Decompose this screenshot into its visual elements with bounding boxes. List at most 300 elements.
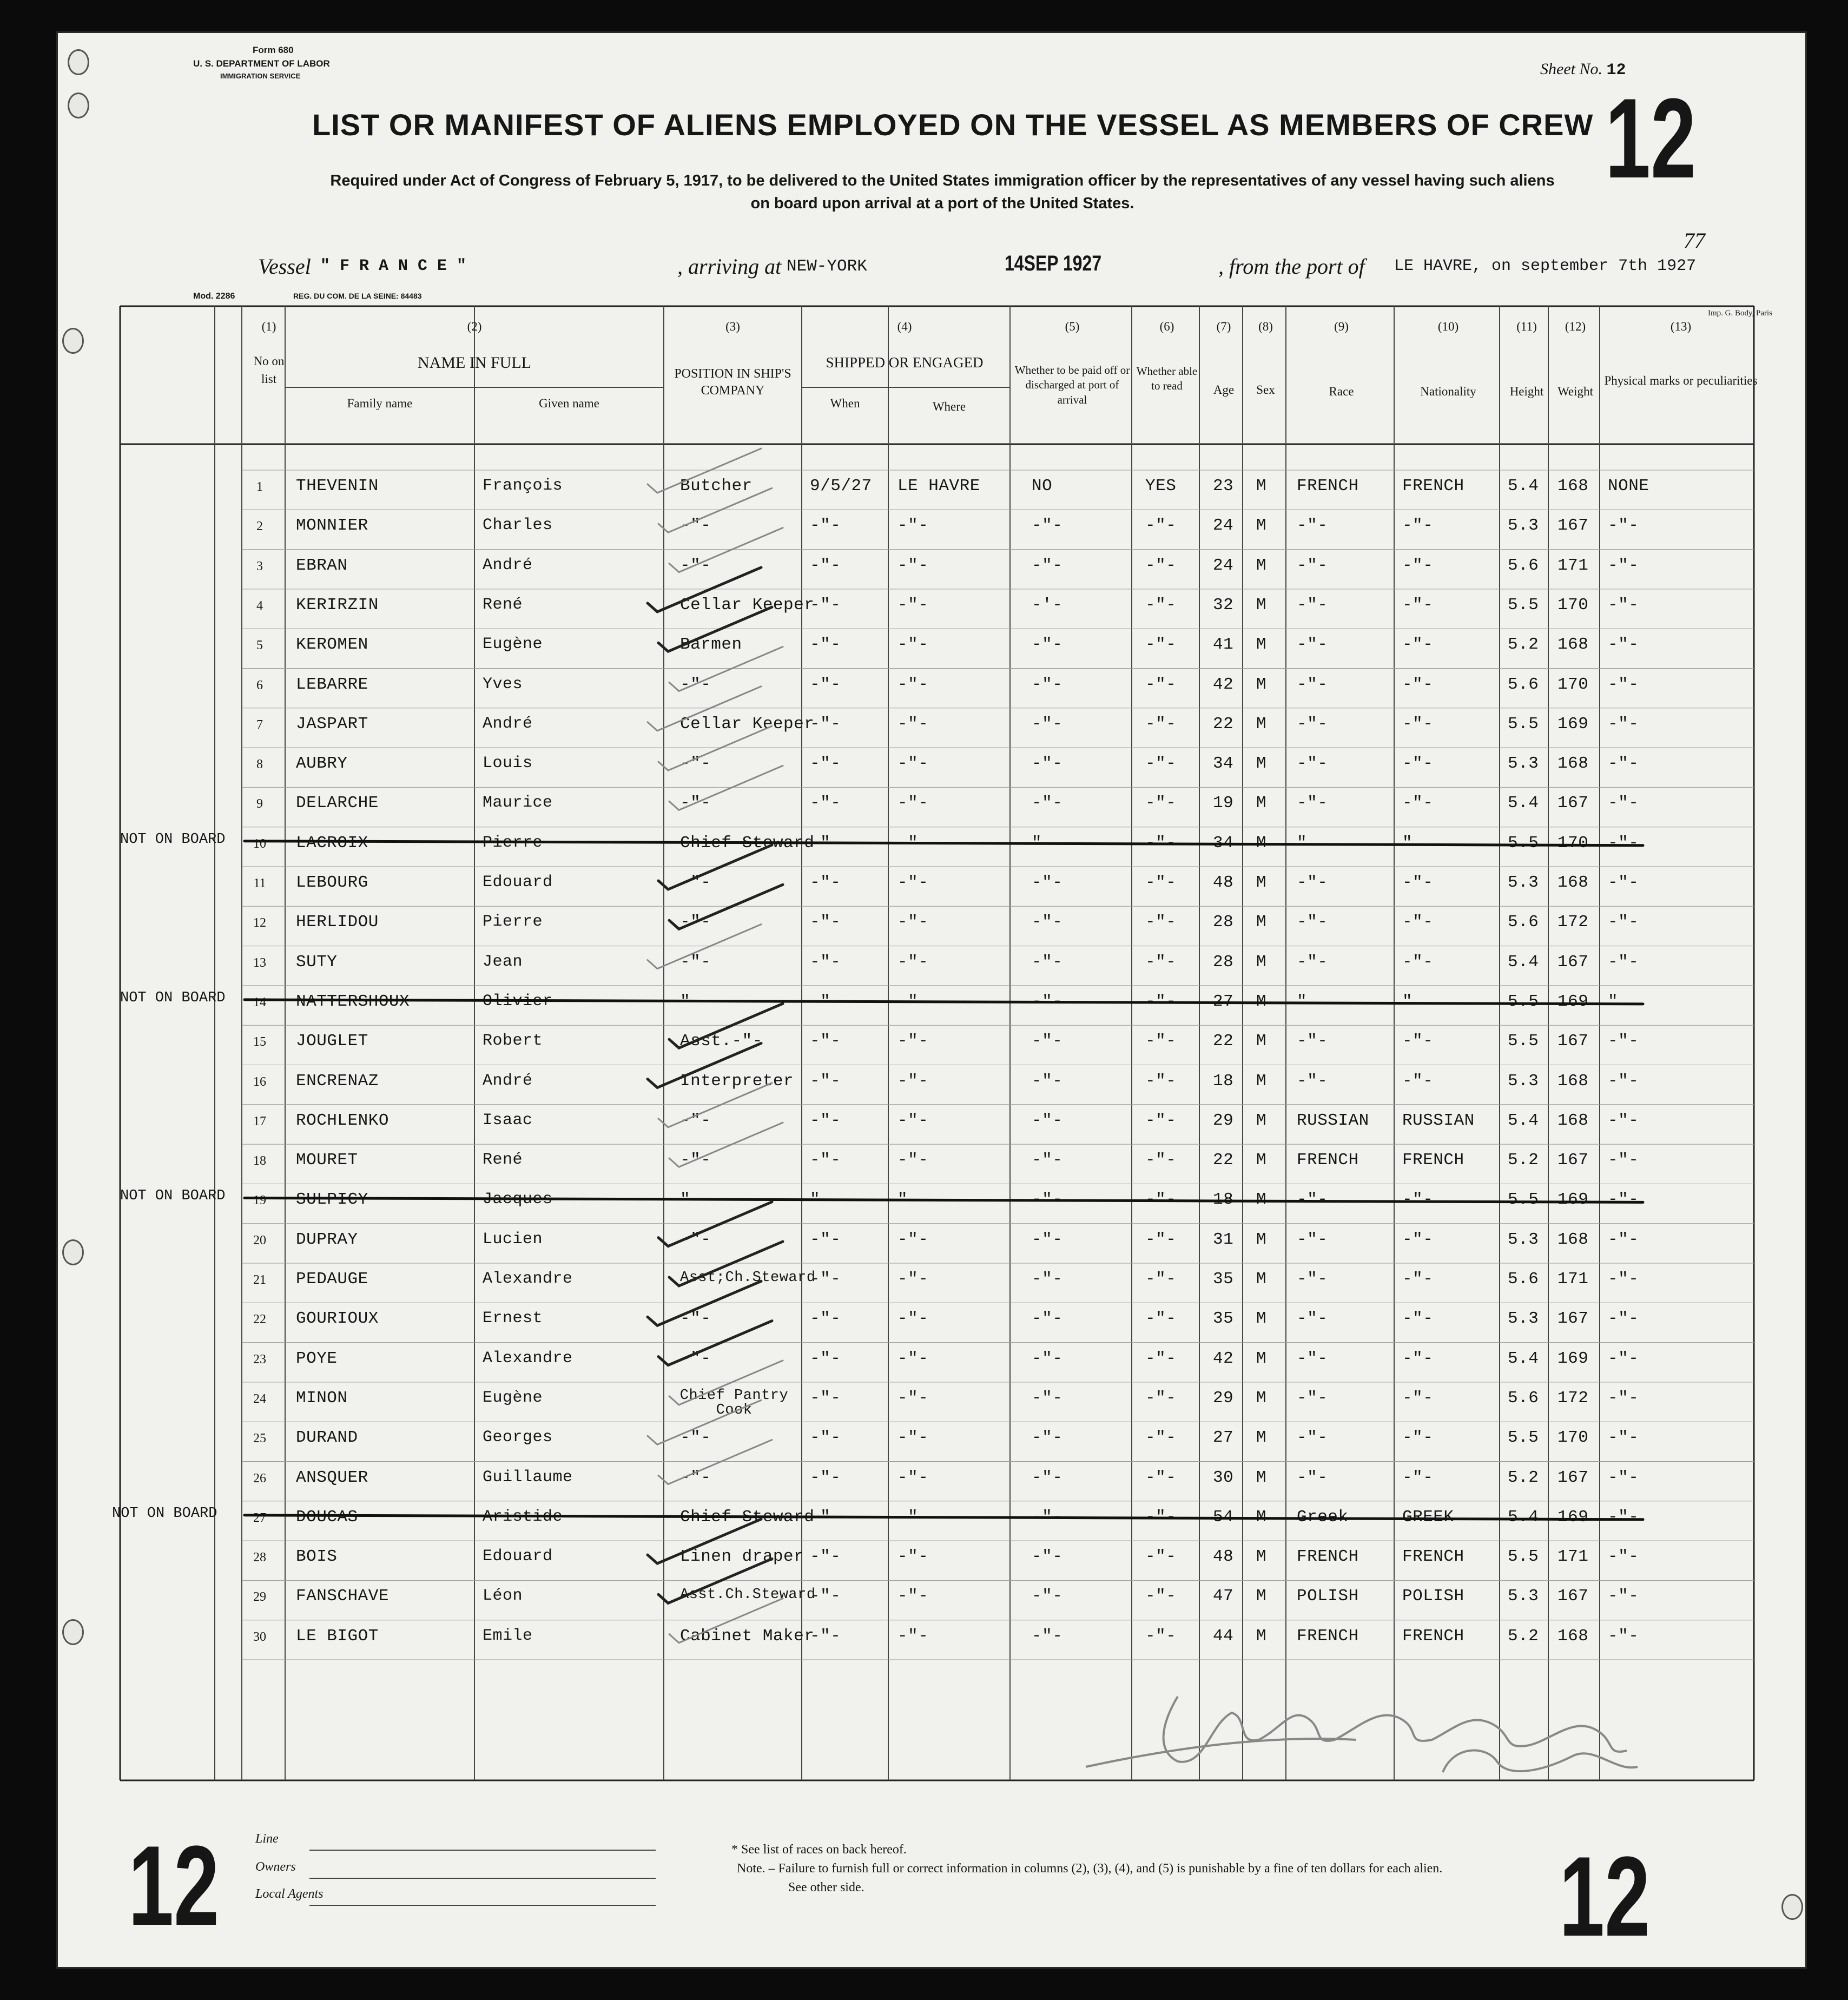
row-number: 30 xyxy=(253,1629,266,1644)
cell-given: François xyxy=(483,477,563,495)
cell-family: LE BIGOT xyxy=(296,1626,379,1646)
row-number: 29 xyxy=(253,1590,266,1605)
cell-when: 9/5/27 xyxy=(810,477,872,496)
cell-read: -"- xyxy=(1145,952,1177,972)
registry-number: REG. DU COM. DE LA SEINE: 84483 xyxy=(293,292,422,300)
col-3-number: (3) xyxy=(725,320,740,333)
col-1-number: (1) xyxy=(261,320,276,333)
row-number: 27 xyxy=(253,1510,266,1525)
cell-sex: M xyxy=(1256,952,1267,972)
cell-given: Alexandre xyxy=(483,1270,573,1288)
cell-read: -"- xyxy=(1145,754,1177,774)
cell-given: Alexandre xyxy=(483,1349,573,1368)
cell-height: 5.6 xyxy=(1508,556,1539,575)
cell-family: MINON xyxy=(296,1388,348,1408)
cell-position: Asst.Ch.Steward xyxy=(680,1587,816,1603)
cell-position: -"- xyxy=(680,1428,711,1448)
sheet-stamp-bottom-left: 12 xyxy=(128,1822,220,1949)
cell-marks: -"- xyxy=(1608,595,1639,615)
check-mark xyxy=(648,925,761,969)
cell-paid: -"- xyxy=(1032,1111,1063,1130)
col-10-label: Nationality xyxy=(1420,385,1476,398)
col-2-label: NAME IN FULL xyxy=(418,354,531,372)
cell-paid: -"- xyxy=(1032,1151,1063,1170)
cell-given: René xyxy=(483,595,523,614)
cell-age: 19 xyxy=(1213,794,1234,813)
cell-paid: NO xyxy=(1032,477,1053,496)
cell-family: ENCRENAZ xyxy=(296,1071,379,1091)
sheet-stamp-bottom-right: 12 xyxy=(1559,1833,1651,1960)
cell-marks: -"- xyxy=(1608,1388,1639,1408)
cell-weight: 168 xyxy=(1557,754,1589,774)
cell-nat: -"- xyxy=(1402,1388,1434,1408)
from-port-label: , from the port of xyxy=(1218,254,1365,279)
strike-through-line xyxy=(245,1000,1643,1004)
cell-paid: -"- xyxy=(1032,516,1063,536)
cell-paid: -"- xyxy=(1032,714,1063,734)
footer-line-label: Line xyxy=(255,1832,279,1846)
cell-where: -"- xyxy=(897,1547,929,1567)
cell-nat: -"- xyxy=(1402,754,1434,774)
cell-given: André xyxy=(483,714,533,733)
cell-sex: M xyxy=(1256,1547,1267,1567)
cell-age: 54 xyxy=(1213,1507,1234,1527)
cell-nat: -"- xyxy=(1402,595,1434,615)
cell-weight: 167 xyxy=(1557,952,1589,972)
footer-owners-rule xyxy=(309,1878,656,1879)
cell-nat: -"- xyxy=(1402,952,1434,972)
check-mark xyxy=(669,528,783,572)
cell-where: -"- xyxy=(897,675,929,694)
cell-race: FRENCH xyxy=(1297,1547,1359,1567)
cell-paid: -"- xyxy=(1032,1428,1063,1448)
cell-race: -"- xyxy=(1297,952,1328,972)
inspector-signature xyxy=(1053,1664,1702,1788)
cell-height: 5.5 xyxy=(1508,714,1539,734)
arrival-port: NEW-YORK xyxy=(787,257,867,276)
cell-position: Barmen xyxy=(680,635,742,655)
cell-nat: POLISH xyxy=(1402,1587,1464,1606)
cell-position: -"- xyxy=(680,1111,711,1130)
cell-when: -"- xyxy=(810,1270,841,1289)
cell-family: AUBRY xyxy=(296,754,348,774)
cell-sex: M xyxy=(1256,1230,1267,1249)
col-9-number: (9) xyxy=(1334,320,1349,333)
cell-given: Jean xyxy=(483,952,523,971)
cell-read: -"- xyxy=(1145,675,1177,694)
cell-when: -"- xyxy=(810,556,841,575)
cell-weight: 168 xyxy=(1557,873,1589,892)
cell-family: THEVENIN xyxy=(296,477,379,496)
cell-where: -"- xyxy=(897,1349,929,1368)
manifest-title: LIST OR MANIFEST OF ALIENS EMPLOYED ON THE VESSEL AS MEMBERS OF CREW xyxy=(312,108,1594,142)
cell-family: LACROIX xyxy=(296,833,368,853)
col-5-label: Whether to be paid off or discharged at port of arrival xyxy=(1014,364,1130,406)
cell-marks: -"- xyxy=(1608,675,1639,694)
cell-race: -"- xyxy=(1297,1190,1328,1210)
cell-when: -"- xyxy=(810,1507,841,1527)
cell-height: 5.3 xyxy=(1508,1587,1539,1606)
cell-read: -"- xyxy=(1145,714,1177,734)
check-mark xyxy=(658,607,772,651)
cell-nat: -"- xyxy=(1402,873,1434,892)
cell-sex: M xyxy=(1256,1587,1267,1606)
cell-where: -"- xyxy=(897,1309,929,1329)
row-number: 5 xyxy=(256,638,263,653)
cell-sex: M xyxy=(1256,556,1267,575)
cell-nat: -"- xyxy=(1402,1349,1434,1368)
cell-age: 30 xyxy=(1213,1468,1234,1487)
cell-height: 5.2 xyxy=(1508,1626,1539,1646)
cell-weight: 167 xyxy=(1557,1309,1589,1329)
vessel-label: Vessel xyxy=(258,254,311,279)
row-number: 21 xyxy=(253,1273,266,1287)
cell-weight: 167 xyxy=(1557,516,1589,536)
cell-marks: -"- xyxy=(1608,794,1639,813)
cell-when: -"- xyxy=(810,1032,841,1051)
cell-read: -"- xyxy=(1145,833,1177,853)
cell-age: 42 xyxy=(1213,675,1234,694)
row-number: 26 xyxy=(253,1471,266,1486)
check-mark xyxy=(648,567,761,612)
strike-through-line xyxy=(245,1515,1643,1520)
cell-height: 5.3 xyxy=(1508,754,1539,774)
row-number: 12 xyxy=(253,916,266,930)
cell-position: -"- xyxy=(680,675,711,694)
cell-read: -"- xyxy=(1145,1190,1177,1210)
cell-given: Georges xyxy=(483,1428,553,1447)
col-10-number: (10) xyxy=(1437,320,1459,333)
cell-race: " xyxy=(1297,833,1308,853)
footer-owners-label: Owners xyxy=(255,1860,296,1874)
cell-age: 22 xyxy=(1213,1032,1234,1051)
col-7-number: (7) xyxy=(1216,320,1231,333)
cell-when: -"- xyxy=(810,1468,841,1487)
requirement-line-1: Required under Act of Congress of February 5, 1917, to be delivered to the United States immigration officer by the representatives of any vessel having such aliens xyxy=(330,172,1555,189)
cell-race: RUSSIAN xyxy=(1297,1111,1369,1130)
cell-weight: 167 xyxy=(1557,1151,1589,1170)
form-number: Form 680 xyxy=(253,45,294,55)
cell-read: -"- xyxy=(1145,794,1177,813)
cell-when: -"- xyxy=(810,1349,841,1368)
col-8-label: Sex xyxy=(1256,383,1275,397)
cell-race: -"- xyxy=(1297,595,1328,615)
col-12-label: Weight xyxy=(1557,385,1593,398)
col-2-given-label: Given name xyxy=(539,397,599,410)
col-11-label: Height xyxy=(1509,385,1544,398)
cell-nat: -"- xyxy=(1402,1270,1434,1289)
cell-paid: -"- xyxy=(1032,1190,1063,1210)
cell-race: " xyxy=(1297,992,1308,1011)
cell-paid: -"- xyxy=(1032,1587,1063,1606)
cell-where: -"- xyxy=(897,1111,929,1130)
cell-age: 34 xyxy=(1213,833,1234,853)
cell-sex: M xyxy=(1256,635,1267,655)
cell-race: Greek xyxy=(1297,1507,1349,1527)
cell-position: " xyxy=(680,992,691,1011)
cell-marks: -"- xyxy=(1608,1111,1639,1130)
cell-position: Interpreter xyxy=(680,1071,794,1091)
cell-position: -"- xyxy=(680,794,711,813)
cell-read: -"- xyxy=(1145,1547,1177,1567)
cell-weight: 167 xyxy=(1557,794,1589,813)
cell-age: 22 xyxy=(1213,1151,1234,1170)
cell-given: Robert xyxy=(483,1032,543,1051)
cell-where: -"- xyxy=(897,635,929,655)
cell-given: René xyxy=(483,1151,523,1170)
cell-paid: -"- xyxy=(1032,1230,1063,1249)
cell-paid: -"- xyxy=(1032,873,1063,892)
cell-weight: 172 xyxy=(1557,1388,1589,1408)
cell-sex: M xyxy=(1256,1626,1267,1646)
cell-read: -"- xyxy=(1145,556,1177,575)
cell-age: 27 xyxy=(1213,1428,1234,1448)
vessel-name: " F R A N C E " xyxy=(320,257,467,275)
cell-given: Olivier xyxy=(483,992,553,1011)
cell-when: -"- xyxy=(810,794,841,813)
row-number: 16 xyxy=(253,1074,266,1089)
cell-race: -"- xyxy=(1297,1428,1328,1448)
cell-race: POLISH xyxy=(1297,1587,1359,1606)
cell-where: -"- xyxy=(897,1388,929,1408)
check-mark xyxy=(648,1281,761,1325)
cell-marks: -"- xyxy=(1608,1626,1639,1646)
cell-weight: 172 xyxy=(1557,913,1589,932)
row-number: 4 xyxy=(256,598,263,613)
check-mark xyxy=(669,1004,783,1048)
cell-paid: -"- xyxy=(1032,1547,1063,1567)
cell-paid: -'- xyxy=(1032,595,1063,615)
cell-where: -"- xyxy=(897,595,929,615)
cell-height: 5.4 xyxy=(1508,1111,1539,1130)
cell-marks: -"- xyxy=(1608,913,1639,932)
cell-nat: -"- xyxy=(1402,675,1434,694)
cell-read: -"- xyxy=(1145,992,1177,1011)
cell-where: -"- xyxy=(897,794,929,813)
cell-age: 32 xyxy=(1213,595,1234,615)
cell-sex: M xyxy=(1256,675,1267,694)
cell-age: 23 xyxy=(1213,477,1234,496)
cell-weight: 168 xyxy=(1557,635,1589,655)
mod-number: Mod. 2286 xyxy=(193,292,235,301)
arrival-date-stamp: 14SEP 1927 xyxy=(1005,252,1102,275)
col-1-label: No on list xyxy=(253,354,285,386)
cell-age: 24 xyxy=(1213,516,1234,536)
cell-paid: -"- xyxy=(1032,992,1063,1011)
cell-race: -"- xyxy=(1297,873,1328,892)
cell-family: POYE xyxy=(296,1349,338,1368)
cell-where: -"- xyxy=(897,754,929,774)
cell-weight: 171 xyxy=(1557,1547,1589,1567)
not-on-board-note: NOT ON BOARD xyxy=(120,989,226,1006)
cell-marks: -"- xyxy=(1608,1468,1639,1487)
cell-sex: M xyxy=(1256,1507,1267,1527)
cell-nat: -"- xyxy=(1402,794,1434,813)
cell-age: 34 xyxy=(1213,754,1234,774)
cell-given: Eugène xyxy=(483,635,543,654)
cell-weight: 167 xyxy=(1557,1468,1589,1487)
check-mark xyxy=(669,885,783,929)
cell-weight: 170 xyxy=(1557,675,1589,694)
cell-height: 5.3 xyxy=(1508,1230,1539,1249)
cell-family: DURAND xyxy=(296,1428,358,1448)
cell-weight: 171 xyxy=(1557,1270,1589,1289)
cell-age: 22 xyxy=(1213,714,1234,734)
cell-sex: M xyxy=(1256,754,1267,774)
col-2-family-label: Family name xyxy=(347,397,413,410)
cell-age: 28 xyxy=(1213,913,1234,932)
cell-age: 44 xyxy=(1213,1626,1234,1646)
cell-sex: M xyxy=(1256,1270,1267,1289)
cell-marks: -"- xyxy=(1608,1032,1639,1051)
cell-when: -"- xyxy=(810,754,841,774)
cell-weight: 168 xyxy=(1557,1230,1589,1249)
cell-position: -"- xyxy=(680,516,711,536)
cell-weight: 167 xyxy=(1557,1587,1589,1606)
cell-marks: -"- xyxy=(1608,754,1639,774)
cell-race: -"- xyxy=(1297,516,1328,536)
cell-position: -"- xyxy=(680,1468,711,1487)
cell-weight: 169 xyxy=(1557,1190,1589,1210)
cell-read: -"- xyxy=(1145,1388,1177,1408)
cell-read: YES xyxy=(1145,477,1177,496)
cell-family: JOUGLET xyxy=(296,1032,368,1051)
cell-where: -"- xyxy=(897,556,929,575)
cell-marks: -"- xyxy=(1608,1071,1639,1091)
check-mark xyxy=(648,448,761,493)
cell-paid: -"- xyxy=(1032,1071,1063,1091)
col-11-number: (11) xyxy=(1516,320,1537,333)
cell-paid: -"- xyxy=(1032,1032,1063,1051)
cell-when: -"- xyxy=(810,1071,841,1091)
cell-paid: -"- xyxy=(1032,952,1063,972)
cell-when: -"- xyxy=(810,1111,841,1130)
cell-where: -"- xyxy=(897,1071,929,1091)
cell-weight: 171 xyxy=(1557,556,1589,575)
cell-sex: M xyxy=(1256,595,1267,615)
cell-marks: -"- xyxy=(1608,873,1639,892)
cell-when: -"- xyxy=(810,1547,841,1567)
cell-marks: -"- xyxy=(1608,1190,1639,1210)
cell-given: Emile xyxy=(483,1626,533,1645)
cell-given: Louis xyxy=(483,754,533,773)
cell-position: Cellar Keeper xyxy=(680,595,815,615)
cell-given: Yves xyxy=(483,675,523,694)
cell-sex: M xyxy=(1256,913,1267,932)
cell-age: 27 xyxy=(1213,992,1234,1011)
cell-height: 5.6 xyxy=(1508,913,1539,932)
cell-position: Cabinet Maker xyxy=(680,1626,815,1646)
cell-when: -"- xyxy=(810,873,841,892)
cell-where: -"- xyxy=(897,1270,929,1289)
row-number: 1 xyxy=(256,480,263,494)
cell-where: -"- xyxy=(897,516,929,536)
cell-height: 5.5 xyxy=(1508,833,1539,853)
cell-paid: -"- xyxy=(1032,913,1063,932)
cell-nat: -"- xyxy=(1402,1032,1434,1051)
cell-position: -"- xyxy=(680,1151,711,1170)
cell-family: KEROMEN xyxy=(296,635,368,655)
cell-when: -"- xyxy=(810,1428,841,1448)
cell-read: -"- xyxy=(1145,1349,1177,1368)
cell-age: 29 xyxy=(1213,1388,1234,1408)
cell-race: -"- xyxy=(1297,1309,1328,1329)
cell-height: 5.4 xyxy=(1508,952,1539,972)
cell-height: 5.2 xyxy=(1508,1468,1539,1487)
cell-position: Asst.-"- xyxy=(680,1032,763,1051)
cell-age: 28 xyxy=(1213,952,1234,972)
cell-position: -"- xyxy=(680,556,711,575)
cell-when: -"- xyxy=(810,714,841,734)
cell-height: 5.4 xyxy=(1508,477,1539,496)
cell-family: SULPICY xyxy=(296,1190,368,1210)
cell-sex: M xyxy=(1256,516,1267,536)
sheet-value: 12 xyxy=(1606,61,1626,80)
col-6-label: Whether able to read xyxy=(1136,365,1198,393)
cell-weight: 168 xyxy=(1557,1071,1589,1091)
cell-nat: FRENCH xyxy=(1402,477,1464,496)
cell-position: Chief Steward xyxy=(680,1507,815,1527)
cell-sex: M xyxy=(1256,833,1267,853)
cell-where: -"- xyxy=(897,1230,929,1249)
cell-given: Léon xyxy=(483,1587,523,1606)
cell-read: -"- xyxy=(1145,1309,1177,1329)
not-on-board-note: NOT ON BOARD xyxy=(120,1188,226,1205)
manifest-sheet xyxy=(56,31,1807,1969)
check-mark xyxy=(658,1083,772,1127)
cell-family: KERIRZIN xyxy=(296,595,379,615)
cell-marks: -"- xyxy=(1608,1151,1639,1170)
sheet-label: Sheet No. xyxy=(1540,60,1602,78)
cell-sex: M xyxy=(1256,714,1267,734)
cell-race: -"- xyxy=(1297,1032,1328,1051)
cell-position: -"- xyxy=(680,754,711,774)
cell-weight: 169 xyxy=(1557,1507,1589,1527)
cell-given: Maurice xyxy=(483,794,553,813)
row-number: 11 xyxy=(253,876,266,890)
col-4-label: SHIPPED OR ENGAGED xyxy=(826,354,984,371)
cell-position: -"- xyxy=(680,1349,711,1368)
cell-sex: M xyxy=(1256,1388,1267,1408)
cell-height: 5.5 xyxy=(1508,1190,1539,1210)
cell-height: 5.6 xyxy=(1508,1388,1539,1408)
cell-paid: -"- xyxy=(1032,1626,1063,1646)
cell-family: DELARCHE xyxy=(296,794,379,813)
cell-nat: FRENCH xyxy=(1402,1626,1464,1646)
check-mark xyxy=(648,1519,761,1563)
cell-read: -"- xyxy=(1145,1230,1177,1249)
cell-marks: NONE xyxy=(1608,477,1649,496)
cell-family: LEBARRE xyxy=(296,675,368,694)
cell-position: -"- xyxy=(680,913,711,932)
cell-read: -"- xyxy=(1145,516,1177,536)
cell-nat: -"- xyxy=(1402,1468,1434,1487)
check-mark xyxy=(658,1559,772,1603)
cell-where: LE HAVRE xyxy=(897,477,980,496)
check-mark xyxy=(658,726,772,770)
cell-when: -"- xyxy=(810,952,841,972)
cell-read: -"- xyxy=(1145,1032,1177,1051)
cell-paid: -"- xyxy=(1032,1349,1063,1368)
strike-through-line xyxy=(245,1198,1643,1202)
cell-height: 5.4 xyxy=(1508,794,1539,813)
cell-where: -"- xyxy=(897,992,929,1011)
cell-sex: M xyxy=(1256,1468,1267,1487)
cell-nat: FRENCH xyxy=(1402,1151,1464,1170)
cell-sex: M xyxy=(1256,1111,1267,1130)
col-13-label: Physical marks or peculiarities xyxy=(1604,374,1758,387)
cell-sex: M xyxy=(1256,1151,1267,1170)
